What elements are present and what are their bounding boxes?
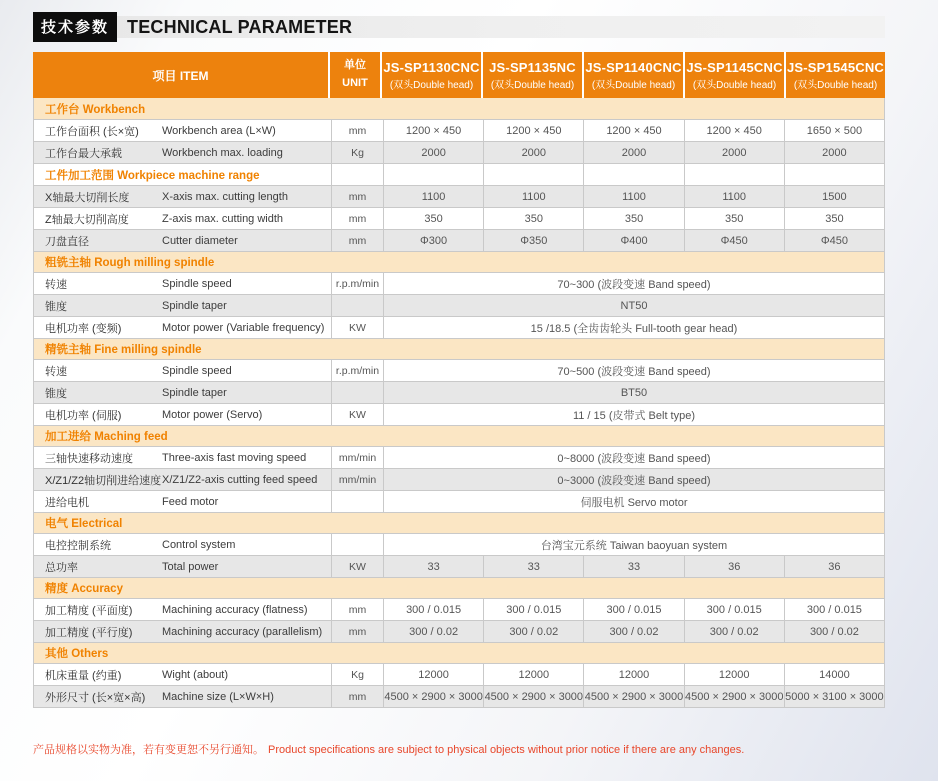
unit-cell: Kg (331, 142, 383, 163)
item-label-en: Motor power (Variable frequency) (162, 321, 325, 334)
table-row (34, 185, 884, 207)
value-cell: 36 (684, 556, 784, 577)
item-cell (34, 186, 331, 207)
unit-cell (331, 534, 383, 555)
item-cell (34, 273, 331, 294)
table-row (34, 598, 884, 620)
value-cell: 300 / 0.02 (784, 621, 884, 642)
item-cell (34, 491, 331, 512)
value-cell: 350 (583, 208, 683, 229)
value-cell: 1500 (784, 186, 884, 207)
value-cell: 1200 × 450 (483, 120, 583, 141)
item-cell (34, 447, 331, 468)
item-label-en: Spindle taper (162, 299, 227, 312)
section-item-cell (34, 164, 331, 185)
item-label-en: Workbench area (L×W) (162, 124, 276, 137)
value-cell (383, 164, 483, 185)
value-cell: 300 / 0.02 (583, 621, 683, 642)
page-title: TECHNICAL PARAMETER (127, 16, 353, 37)
value-cell: 2000 (483, 142, 583, 163)
table-row (34, 359, 884, 381)
value-cell: Φ300 (383, 230, 483, 251)
item-cell (34, 120, 331, 141)
item-cell (34, 142, 331, 163)
item-cell (34, 295, 331, 316)
table-row (34, 403, 884, 425)
value-span-cell: 0~8000 (波段变速 Band speed) (383, 447, 884, 468)
item-label-en: X-axis max. cutting length (162, 190, 288, 203)
model-name: JS-SP1135NC (489, 59, 576, 75)
unit-cell: KW (331, 404, 383, 425)
model-subtitle: (双头Double head) (490, 79, 575, 91)
section-title: 加工进给 Maching feed (34, 425, 884, 446)
footnote (33, 741, 744, 757)
section-title: 粗铣主轴 Rough milling spindle (34, 251, 884, 272)
item-label-zh: 转速 (45, 278, 67, 291)
column-header-model (685, 52, 786, 98)
model-subtitle: (双头Double head) (591, 79, 676, 91)
section-title: 精度 Accuracy (34, 577, 884, 598)
table-row (34, 620, 884, 642)
item-label-zh: X轴最大切削长度 (45, 191, 130, 204)
value-cell: 2000 (784, 142, 884, 163)
section-row (34, 163, 884, 185)
value-cell: 300 / 0.02 (383, 621, 483, 642)
value-cell: 1100 (483, 186, 583, 207)
unit-header-zh: 单位 (344, 59, 366, 72)
value-cell: Φ400 (583, 230, 683, 251)
value-cell: 36 (784, 556, 884, 577)
value-span-cell: 伺服电机 Servo motor (383, 491, 884, 512)
item-cell (34, 382, 331, 403)
value-span-cell: BT50 (383, 382, 884, 403)
value-cell: 300 / 0.015 (784, 599, 884, 620)
value-cell: 1200 × 450 (684, 120, 784, 141)
item-label-zh: 锥度 (45, 387, 67, 400)
title-tag-zh: 技术参数 (33, 12, 117, 42)
title-bar (33, 16, 885, 38)
item-cell (34, 599, 331, 620)
section-title: 工件加工范围 Workpiece machine range (45, 169, 260, 182)
value-span-cell: 15 /18.5 (全齿齿轮头 Full-tooth gear head) (383, 317, 884, 338)
unit-cell: mm/min (331, 447, 383, 468)
unit-cell: mm (331, 621, 383, 642)
value-cell: 2000 (583, 142, 683, 163)
value-cell: 33 (583, 556, 683, 577)
value-cell: 4500 × 2900 × 3000 (583, 686, 683, 707)
unit-cell: mm/min (331, 469, 383, 490)
value-cell: Φ450 (684, 230, 784, 251)
model-name: JS-SP1130CNC (383, 59, 480, 75)
item-label-en: Wight (about) (162, 668, 229, 681)
value-cell: 4500 × 2900 × 3000 (483, 686, 583, 707)
item-label-en: Spindle taper (162, 386, 227, 399)
table-row (34, 685, 884, 707)
item-label-en: Control system (162, 538, 236, 551)
value-cell: 33 (383, 556, 483, 577)
table-row (34, 468, 884, 490)
table-row (34, 141, 884, 163)
table-row (34, 272, 884, 294)
item-label-en: Z-axis max. cutting width (162, 212, 284, 225)
table-row (34, 490, 884, 512)
table-row (34, 381, 884, 403)
unit-cell: mm (331, 686, 383, 707)
value-cell: 350 (784, 208, 884, 229)
unit-cell: mm (331, 120, 383, 141)
value-cell: 300 / 0.02 (684, 621, 784, 642)
item-label-en: Machining accuracy (flatness) (162, 603, 308, 616)
value-cell: 350 (483, 208, 583, 229)
value-cell: 2000 (383, 142, 483, 163)
value-cell: 300 / 0.015 (483, 599, 583, 620)
unit-cell: mm (331, 186, 383, 207)
unit-cell (331, 164, 383, 185)
table-row (34, 294, 884, 316)
item-cell (34, 534, 331, 555)
value-cell (583, 164, 683, 185)
value-span-cell: 70~500 (波段变速 Band speed) (383, 360, 884, 381)
model-name: JS-SP1145CNC (686, 59, 783, 75)
footnote-zh: 产品规格以实物为准，若有变更恕不另行通知。 (33, 744, 264, 756)
item-label-en: Spindle speed (162, 277, 232, 290)
value-cell: 33 (483, 556, 583, 577)
column-header-item: 项目 ITEM (33, 52, 330, 98)
section-title: 其他 Others (34, 642, 884, 663)
item-label-zh: 转速 (45, 365, 67, 378)
value-span-cell: 70~300 (波段变速 Band speed) (383, 273, 884, 294)
value-cell: 300 / 0.02 (483, 621, 583, 642)
unit-cell: r.p.m/min (331, 273, 383, 294)
table-header-row (33, 52, 885, 98)
item-label-zh: 加工精度 (平行度) (45, 626, 133, 639)
value-cell: 5000 × 3100 × 3000 (784, 686, 884, 707)
item-label-zh: 进给电机 (45, 496, 89, 509)
unit-cell: mm (331, 230, 383, 251)
table-row (34, 446, 884, 468)
unit-cell: mm (331, 208, 383, 229)
unit-cell: KW (331, 317, 383, 338)
item-label-en: Motor power (Servo) (162, 408, 263, 421)
value-span-cell: 11 / 15 (皮带式 Belt type) (383, 404, 884, 425)
item-cell (34, 686, 331, 707)
footnote-en: Product specifications are subject to physical objects without prior notice if there are any changes. (268, 744, 745, 756)
value-cell: 14000 (784, 664, 884, 685)
item-label-zh: X/Z1/Z2轴切削进给速度 (45, 474, 162, 487)
table-row (34, 663, 884, 685)
value-cell: 1200 × 450 (383, 120, 483, 141)
value-span-cell: 0~3000 (波段变速 Band speed) (383, 469, 884, 490)
value-cell: 12000 (583, 664, 683, 685)
item-label-en: Machine size (L×W×H) (162, 690, 274, 703)
item-label-en: Total power (162, 560, 219, 573)
value-cell: 300 / 0.015 (383, 599, 483, 620)
column-header-model (382, 52, 483, 98)
table-body (33, 98, 885, 708)
item-label-en: X/Z1/Z2-axis cutting feed speed (162, 473, 318, 486)
item-label-en: Three-axis fast moving speed (162, 451, 307, 464)
item-cell (34, 556, 331, 577)
item-label-en: Feed motor (162, 495, 219, 508)
item-label-en: Cutter diameter (162, 234, 238, 247)
item-cell (34, 230, 331, 251)
column-header-model (786, 52, 885, 98)
value-cell: 1200 × 450 (583, 120, 683, 141)
item-label-en: Workbench max. loading (162, 146, 283, 159)
item-label-zh: 电机功率 (伺服) (45, 409, 122, 422)
unit-cell: KW (331, 556, 383, 577)
value-cell: 1100 (583, 186, 683, 207)
value-cell: 350 (684, 208, 784, 229)
value-cell: 12000 (483, 664, 583, 685)
item-label-zh: 工作台面积 (长×宽) (45, 125, 139, 138)
value-cell: Φ350 (483, 230, 583, 251)
item-cell (34, 317, 331, 338)
unit-cell (331, 295, 383, 316)
item-cell (34, 621, 331, 642)
item-label-zh: 加工精度 (平面度) (45, 604, 133, 617)
item-label-zh: 机床重量 (约重) (45, 669, 122, 682)
column-header-model (483, 52, 584, 98)
item-cell (34, 360, 331, 381)
table-row (34, 207, 884, 229)
table-row (34, 229, 884, 251)
value-cell: 2000 (684, 142, 784, 163)
section-title: 精铣主轴 Fine milling spindle (34, 338, 884, 359)
value-cell: 12000 (383, 664, 483, 685)
table-row (34, 119, 884, 141)
value-cell: 4500 × 2900 × 3000 (684, 686, 784, 707)
value-cell: Φ450 (784, 230, 884, 251)
item-label-zh: 刀盘直径 (45, 235, 89, 248)
item-label-zh: 电机功率 (变频) (45, 322, 122, 335)
model-subtitle: (双头Double head) (793, 79, 878, 91)
value-cell: 1650 × 500 (784, 120, 884, 141)
item-cell (34, 208, 331, 229)
item-cell (34, 664, 331, 685)
technical-parameter-table (33, 52, 885, 708)
value-cell (483, 164, 583, 185)
section-title: 工作台 Workbench (34, 98, 884, 119)
unit-cell: r.p.m/min (331, 360, 383, 381)
value-cell: 300 / 0.015 (583, 599, 683, 620)
item-label-zh: 总功率 (45, 561, 78, 574)
model-subtitle: (双头Double head) (389, 79, 474, 91)
value-cell (684, 164, 784, 185)
item-label-zh: 电控控制系统 (45, 539, 111, 552)
value-cell: 350 (383, 208, 483, 229)
value-cell: 12000 (684, 664, 784, 685)
value-cell: 1100 (684, 186, 784, 207)
value-cell: 1100 (383, 186, 483, 207)
model-subtitle: (双头Double head) (692, 79, 777, 91)
model-name: JS-SP1545CNC (786, 59, 885, 75)
unit-cell (331, 382, 383, 403)
value-cell: 300 / 0.015 (684, 599, 784, 620)
value-span-cell: NT50 (383, 295, 884, 316)
unit-header-en: UNIT (342, 77, 368, 89)
unit-cell (331, 491, 383, 512)
section-title: 电气 Electrical (34, 512, 884, 533)
value-cell: 4500 × 2900 × 3000 (383, 686, 483, 707)
item-label-zh: 外形尺寸 (长×宽×高) (45, 691, 146, 704)
item-cell (34, 469, 331, 490)
table-row (34, 555, 884, 577)
item-label-zh: 三轴快速移动速度 (45, 452, 133, 465)
item-label-zh: Z轴最大切削高度 (45, 213, 129, 226)
unit-cell: mm (331, 599, 383, 620)
value-span-cell: 台湾宝元系统 Taiwan baoyuan system (383, 534, 884, 555)
item-label-en: Spindle speed (162, 364, 232, 377)
table-row (34, 316, 884, 338)
item-label-en: Machining accuracy (parallelism) (162, 625, 323, 638)
unit-cell: Kg (331, 664, 383, 685)
table-row (34, 533, 884, 555)
column-header-model (584, 52, 685, 98)
value-cell (784, 164, 884, 185)
item-label-zh: 锥度 (45, 300, 67, 313)
item-cell (34, 404, 331, 425)
column-header-unit (330, 52, 382, 98)
model-name: JS-SP1140CNC (585, 59, 682, 75)
item-label-zh: 工作台最大承载 (45, 147, 122, 160)
